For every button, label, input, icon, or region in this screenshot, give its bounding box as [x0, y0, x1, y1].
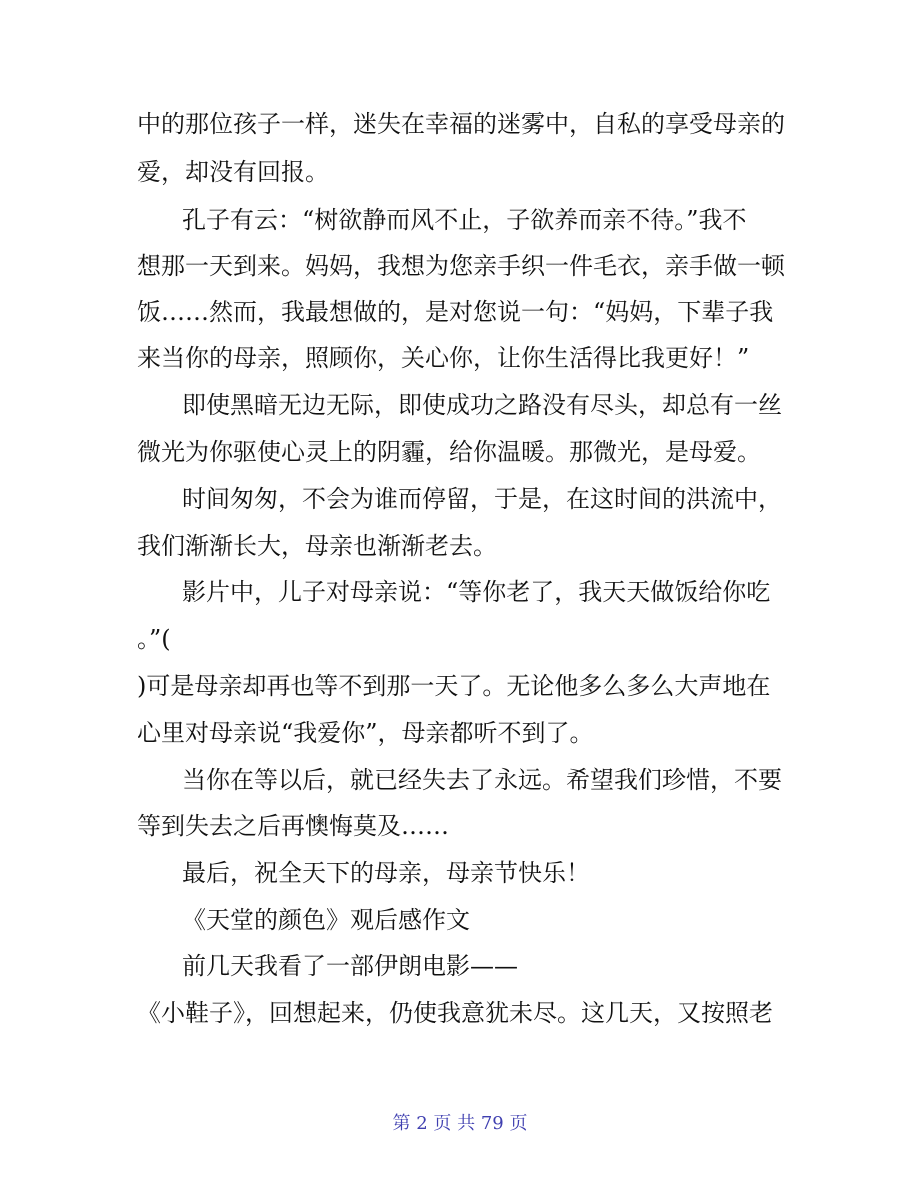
text-line-10: 我们渐渐长大，母亲也渐渐老去。: [137, 532, 497, 560]
text-line-19: 前几天我看了一部伊朗电影——: [182, 952, 518, 980]
text-line-18: 《天堂的颜色》观后感作文: [182, 906, 470, 934]
text-line-6: 来当你的母亲，照顾你，关心你，让你生活得比我更好！”: [137, 344, 750, 372]
text-line-5: 饭……然而，我最想做的，是对您说一句：“妈妈，下辈子我: [137, 298, 774, 326]
text-line-4: 想那一天到来。妈妈，我想为您亲手织一件毛衣，亲手做一顿: [137, 252, 785, 280]
text-line-16: 等到失去之后再懊悔莫及……: [137, 812, 449, 840]
text-line-7: 即使黑暗无边无际，即使成功之路没有尽头，却总有一丝: [182, 391, 782, 419]
text-line-13: )可是母亲却再也等不到那一天了。无论他多么多么大声地在: [137, 672, 771, 700]
text-line-2: 爱，却没有回报。: [137, 158, 329, 186]
page-number-footer: 第 2 页 共 79 页: [392, 1113, 528, 1134]
text-line-14: 心里对母亲说“我爱你”，母亲都听不到了。: [137, 719, 594, 747]
text-line-12: 。”(: [137, 625, 171, 653]
text-line-20: 《小鞋子》，回想起来，仍使我意犹未尽。这几天，又按照老: [137, 999, 773, 1027]
text-line-8: 微光为你驱使心灵上的阴霾，给你温暖。那微光，是母爱。: [137, 438, 761, 466]
text-line-15: 当你在等以后，就已经失去了永远。希望我们珍惜，不要: [182, 766, 782, 794]
text-line-3: 孔子有云：“树欲静而风不止，子欲养而亲不待。”我不: [182, 206, 747, 234]
text-line-11: 影片中，儿子对母亲说：“等你老了，我天天做饭给你吃: [182, 578, 771, 606]
text-line-17: 最后，祝全天下的母亲，母亲节快乐！: [182, 859, 590, 887]
text-line-1: 中的那位孩子一样，迷失在幸福的迷雾中，自私的享受母亲的: [137, 110, 785, 138]
text-line-9: 时间匆匆，不会为谁而停留，于是，在这时间的洪流中，: [182, 485, 782, 513]
